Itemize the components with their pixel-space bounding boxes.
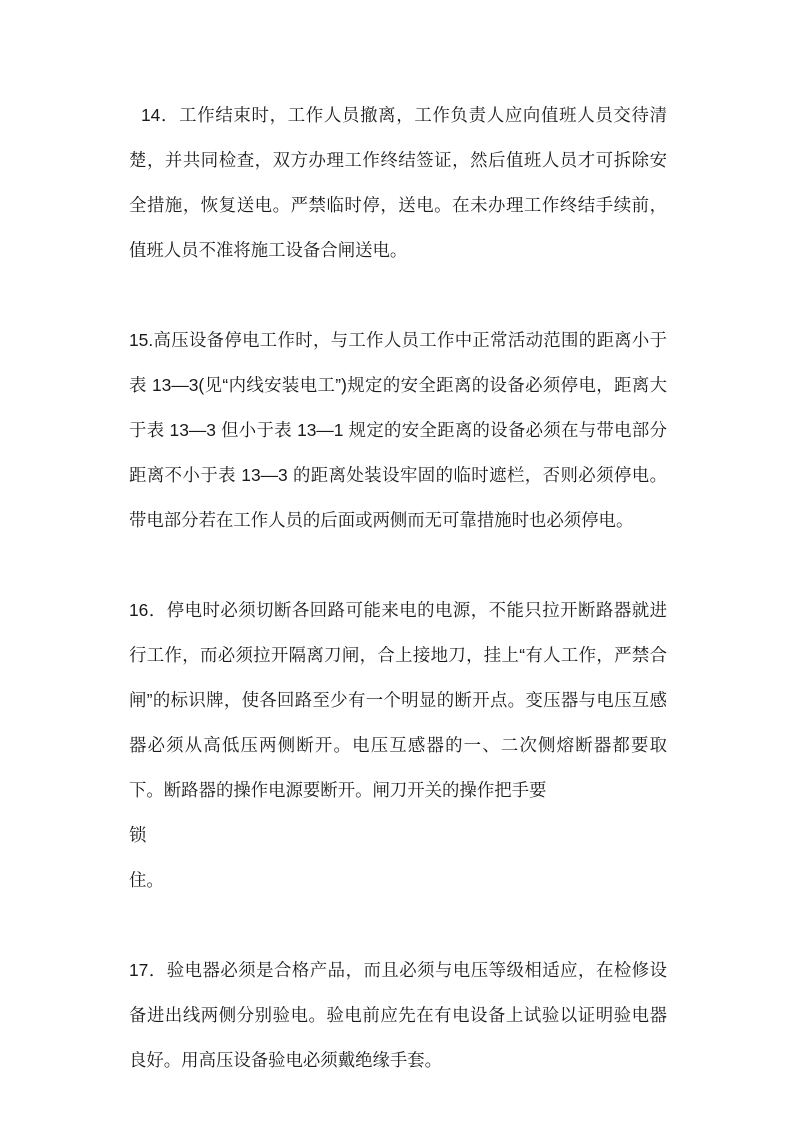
paragraph-item-14: 14．工作结束时，工作人员撤离，工作负责人应向值班人员交待清楚，并共同检查，双方办理工作终结签证，然后值班人员才可拆除安全措施，恢复送电。严禁临时停，送电。在未办理工作终结手续前，值班人员不准将施工设备合闸送电。 [129, 105, 667, 260]
paragraph-item-15: 15.高压设备停电工作时，与工作人员工作中正常活动范围的距离小于表 13—3(见“内线安装电工”)规定的安全距离的设备必须停电，距离大于表 13—3 但小于表 13—1 规定的安全距离的设备必须在与带电部分距离不小于表 13—3 的距离处装设牢固的临时遮栏，否则必须停电。带电部分若在工作人员的后面或两侧而无可靠措施时也必须停电。 [129, 330, 667, 530]
paragraph-item-17: 17．验电器必须是合格产品，而且必须与电压等级相适应，在检修设备进出线两侧分别验电。验电前应先在有电设备上试验以证明验电器良好。用高压设备验电必须戴绝缘手套。 [129, 960, 667, 1070]
document-text-body [129, 93, 667, 1083]
paragraph-item-16-orphan-line-1: 锁 [129, 825, 147, 845]
paragraph-item-16: 16．停电时必须切断各回路可能来电的电源，不能只拉开断路器就进行工作，而必须拉开隔离刀闸，合上接地刀，挂上“有人工作，严禁合闸”的标识牌，使各回路至少有一个明显的断开点。变压器与电压互感器必须从高低压两侧断开。电压互感器的一、二次侧熔断器都要取下。断路器的操作电源要断开。闸刀开关的操作把手要 [129, 600, 667, 800]
paragraph-item-16-orphan-line-2: 住。 [129, 870, 164, 890]
